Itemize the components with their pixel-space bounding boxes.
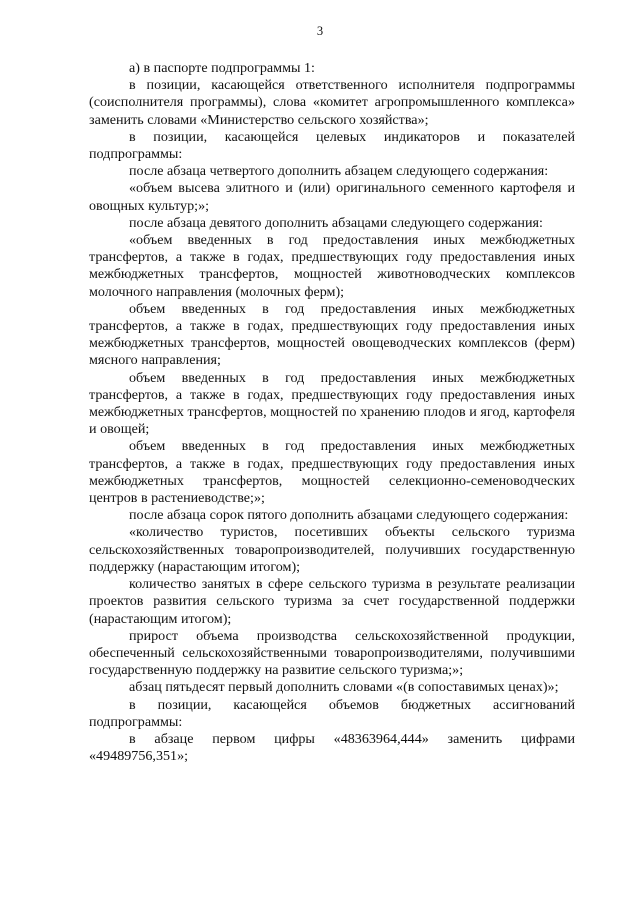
paragraph-dairy-farms: «объем введенных в год предоставления иных межбюджетных трансфертов, а также в годах, предшествующих году предоставления иных межбюджетных трансфертов, мощностей животноводческих комплексов молочного направления (молочных ферм); xyxy=(89,232,575,300)
paragraph-production-growth: прирост объема производства сельскохозяйственной продукции, обеспеченный сельскохозяйственными товаропроизводителями, получившими государственную поддержку на развитие сельского туризма;»; xyxy=(89,627,575,679)
paragraph-target-indicators: в позиции, касающейся целевых индикаторов и показателей подпрограммы: xyxy=(89,128,575,163)
paragraph-after-ninth: после абзаца девятого дополнить абзацами следующего содержания: xyxy=(129,214,543,231)
paragraph-after-forty-fifth: после абзаца сорок пятого дополнить абзацами следующего содержания: xyxy=(129,507,569,524)
paragraph-responsible-executor: в позиции, касающейся ответственного исполнителя подпрограммы (соисполнителя программы), слова «комитет агропромышленного комплекса» заменить словами «Министерство сельского хозяйства»; xyxy=(89,77,575,128)
paragraph-breeding-centers: объем введенных в год предоставления иных межбюджетных трансфертов, а также в годах, предшествующих году предоставления иных межбюджетных трансфертов, мощностей селекционно-семеноводческих центров в растениеводстве;»; xyxy=(89,438,575,507)
paragraph-budget-allocations: в позиции, касающейся объемов бюджетных ассигнований подпрограммы: xyxy=(89,696,575,730)
paragraph-employment-count: количество занятых в сфере сельского туризма в результате реализации проектов развития сельского туризма за счет государственной поддержки (нарастающим итогом); xyxy=(89,576,575,627)
document-body xyxy=(89,60,575,765)
paragraph-subprogram-passport: а) в паспорте подпрограммы 1: xyxy=(129,60,315,76)
paragraph-after-fourth: после абзаца четвертого дополнить абзацем следующего содержания: xyxy=(129,163,549,180)
paragraph-storage-capacity: объем введенных в год предоставления иных межбюджетных трансфертов, а также в годах, предшествующих году предоставления иных межбюджетных трансфертов, мощностей по хранению плодов и ягод, картофеля и овощей; xyxy=(89,369,575,438)
paragraph-figures-replacement: в абзаце первом цифры «48363964,444» заменить цифрами «49489756,351»; xyxy=(89,730,575,765)
page-number: 3 xyxy=(316,24,324,38)
paragraph-tourists-count: «количество туристов, посетивших объекты сельского туризма сельскохозяйственных товаропроизводителей, получивших государственную поддержку (нарастающим итогом); xyxy=(89,524,575,575)
paragraph-seed-potato: «объем высева элитного и (или) оригинального семенного картофеля и овощных культур;»; xyxy=(89,180,575,214)
paragraph-fifty-first: абзац пятьдесят первый дополнить словами «(в сопоставимых ценах)»; xyxy=(129,679,559,696)
paragraph-vegetable-complexes: объем введенных в год предоставления иных межбюджетных трансфертов, а также в годах, предшествующих году предоставления иных межбюджетных трансфертов, мощностей овощеводческих комплексов (ферм) мясного направления; xyxy=(89,300,575,369)
